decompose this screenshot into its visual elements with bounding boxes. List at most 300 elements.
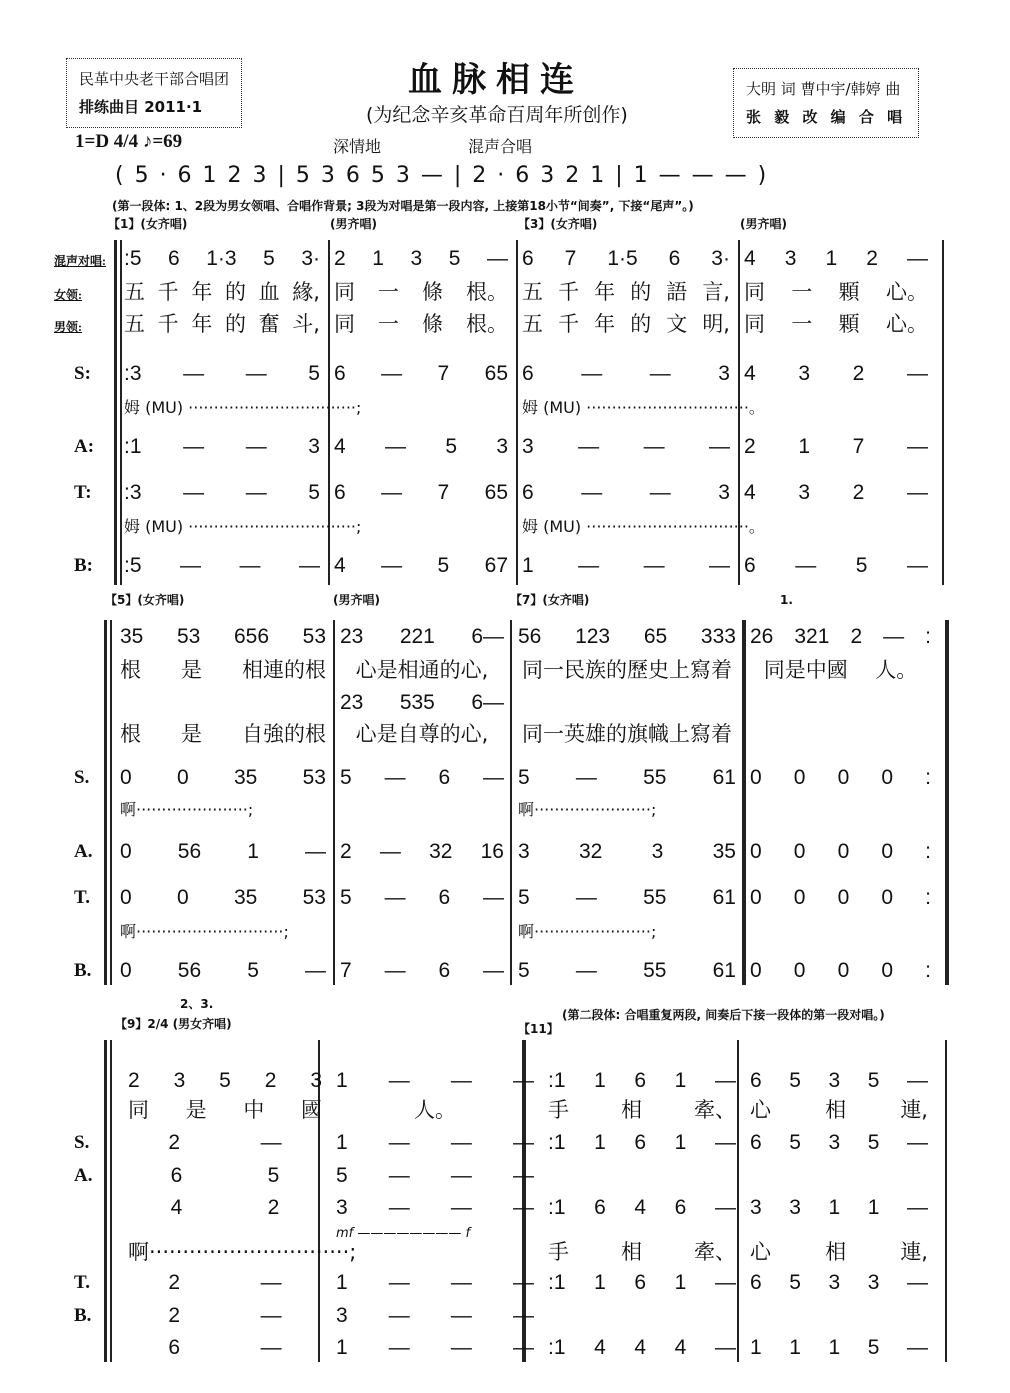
composer-credit: 大明 词 曹中宇/韩婷 曲 — [746, 80, 901, 98]
note: — — [714, 1131, 736, 1154]
credits-box — [733, 68, 919, 138]
lyric-word: 心 — [750, 1098, 771, 1122]
song-subtitle: (为纪念辛亥革命百周年所创作) — [366, 104, 628, 126]
note: — — [906, 554, 928, 577]
note: 53 — [302, 886, 326, 909]
system-bracket — [104, 620, 107, 985]
note: — — [906, 481, 928, 504]
lyric-word: 相連的根 — [242, 658, 326, 682]
note: — — [384, 766, 406, 789]
note-measure — [334, 246, 508, 271]
note: — — [512, 1131, 534, 1154]
note: — — [450, 1069, 472, 1092]
part-label: T. — [74, 887, 91, 908]
note: 53 — [302, 766, 326, 789]
note: 6 — [334, 481, 346, 504]
lyric-measure — [522, 280, 730, 305]
part-label: S. — [74, 767, 90, 788]
note: 1 — [789, 1336, 801, 1359]
note: 3· — [711, 247, 730, 270]
note: 2 — [128, 1069, 140, 1092]
lyric-word: 緣, — [292, 280, 320, 304]
lyric-word: 同一英雄的旗幟上寫着 — [522, 722, 732, 746]
part-label: S. — [74, 1132, 90, 1153]
rehearsal-date: 排练曲目 2011·1 — [79, 98, 203, 116]
key-tempo: 1=D 4/4 ♪=69 — [75, 131, 183, 152]
note: 5 — [518, 886, 530, 909]
note: — — [907, 247, 928, 270]
dotted-syllable: 姆 (MU) ································。 — [522, 398, 765, 417]
note: — — [381, 362, 403, 385]
lyric-measure — [124, 280, 320, 305]
note: 5 — [437, 554, 450, 577]
lyric-word: 相 — [621, 1098, 642, 1122]
note: 0 — [750, 766, 762, 789]
dotted-syllable: 姆 (MU) ·································; — [124, 517, 362, 536]
note: 1 — [594, 1131, 606, 1154]
part-label: B. — [74, 960, 92, 981]
lyric-measure — [336, 1098, 534, 1123]
note: — — [183, 435, 205, 458]
part-label: A. — [74, 1165, 93, 1186]
note: — — [388, 1069, 410, 1092]
lyric-word: 條 — [422, 280, 443, 304]
note: — — [388, 1336, 410, 1359]
lyric-word: 根。 — [466, 312, 508, 336]
note: 2 — [850, 625, 863, 648]
note-measure — [548, 1195, 736, 1220]
note: 1 — [867, 1196, 880, 1219]
note-measure — [336, 1130, 534, 1155]
note: 3 — [784, 247, 797, 270]
lyric-word: 同 — [744, 280, 765, 304]
barline — [945, 620, 949, 985]
lyric-word: 相 — [621, 1240, 642, 1264]
note: 61 — [712, 959, 736, 982]
note: 5 — [308, 481, 320, 504]
note: 4 — [594, 1336, 606, 1359]
note: — — [381, 481, 403, 504]
note-measure — [744, 480, 928, 505]
note: 5 — [448, 247, 461, 270]
note: 32 — [429, 840, 453, 863]
note-measure — [340, 839, 504, 864]
note: 2 — [264, 1069, 277, 1092]
note-measure — [744, 361, 928, 386]
note: 4 — [744, 362, 756, 385]
section-mark: 1. — [780, 593, 793, 607]
note-measure — [128, 1195, 322, 1220]
note: 1 — [828, 1196, 841, 1219]
note-measure — [336, 1195, 534, 1220]
lyric-word: 千 — [157, 280, 179, 304]
note: — — [578, 554, 600, 577]
note: 3 — [651, 840, 664, 863]
choir-info-box — [66, 58, 242, 128]
barline — [110, 620, 112, 985]
note: 3 — [522, 435, 534, 458]
mixed-chorus-label: 混声合唱 — [468, 137, 533, 156]
note-measure — [124, 480, 320, 505]
note: — — [907, 1131, 928, 1154]
note: :3 — [124, 362, 142, 385]
lyric-measure — [522, 312, 730, 337]
note: 5 — [518, 959, 530, 982]
note: 6 — [750, 1271, 762, 1294]
lyric-word: 是 — [181, 722, 202, 746]
note: 6 — [522, 481, 534, 504]
note-measure — [128, 1130, 322, 1155]
part-label: B: — [74, 555, 93, 576]
note-measure — [522, 246, 730, 271]
note: 7 — [564, 247, 577, 270]
note: 0 — [793, 840, 806, 863]
lyric-measure — [340, 658, 504, 683]
note: — — [245, 435, 267, 458]
note: 0 — [120, 766, 132, 789]
note: 2 — [340, 840, 352, 863]
note: 67 — [484, 554, 508, 577]
lyric-word: 言, — [702, 280, 730, 304]
note-measure — [750, 624, 931, 649]
barline — [120, 240, 122, 585]
note: — — [450, 1271, 472, 1294]
note: 5 — [867, 1131, 880, 1154]
lyric-word: 心是相通的心, — [355, 658, 489, 682]
lyric-word: 牽、 — [694, 1240, 736, 1264]
note: — — [260, 1131, 282, 1154]
song-title: 血脉相连 — [408, 60, 584, 100]
lyric-word: 年 — [191, 280, 213, 304]
note: 0 — [881, 766, 894, 789]
note: 1 — [798, 435, 811, 458]
note: 0 — [176, 766, 189, 789]
dotted-syllable: 啊·····························; — [120, 922, 289, 941]
part-label: 女领: — [54, 288, 82, 302]
note: — — [180, 554, 201, 577]
dotted-syllable: 啊·······················; — [518, 922, 657, 941]
note: :5 — [124, 554, 142, 577]
intro-notes: ( 5 · 6 1 2 3 | 5 3 6 5 3 — | 2 · 6 3 2 1 | 1 — — — ) — [115, 163, 767, 188]
note-measure — [336, 1163, 534, 1188]
system-bracket — [104, 1040, 107, 1362]
note: — — [575, 886, 597, 909]
part-label: A. — [74, 841, 93, 862]
note: : — [925, 840, 931, 863]
note: — — [575, 766, 597, 789]
note: — — [388, 1304, 410, 1327]
note: — — [388, 1131, 410, 1154]
lyric-measure — [518, 722, 736, 747]
note: — — [649, 481, 671, 504]
note: 65 — [484, 481, 508, 504]
note: 5 — [263, 247, 275, 270]
note: 1 — [247, 840, 259, 863]
dotted-syllable: 姆 (MU) ································。 — [522, 517, 765, 536]
note: 0 — [881, 840, 894, 863]
lyric-word: 相 — [825, 1240, 847, 1264]
note-measure — [750, 1068, 928, 1093]
note-measure — [750, 1195, 928, 1220]
note-measure — [120, 839, 326, 864]
note: 3 — [718, 481, 730, 504]
note: 1 — [750, 1336, 762, 1359]
note: — — [487, 247, 508, 270]
note: — — [379, 840, 401, 863]
note-measure — [548, 1335, 736, 1360]
note: 56 — [518, 625, 542, 648]
lyric-word: 心。 — [885, 280, 928, 304]
lyric-word: 同 — [744, 312, 765, 336]
note: 6 — [634, 1069, 647, 1092]
note: — — [907, 1196, 928, 1219]
lyric-measure — [120, 722, 326, 747]
barline — [945, 1040, 947, 1362]
dotted-syllable: mf ———————— f — [336, 1226, 471, 1241]
note: 6— — [471, 691, 504, 714]
note: 6 — [522, 362, 534, 385]
note-measure — [128, 1270, 322, 1295]
note-measure — [120, 765, 326, 790]
lyric-word: 千 — [558, 280, 580, 304]
lyric-word: 年 — [594, 312, 616, 336]
note: 32 — [578, 840, 603, 863]
note: — — [578, 435, 600, 458]
system-bracket — [114, 240, 117, 585]
note: — — [512, 1336, 534, 1359]
dotted-syllable: 啊·······················; — [518, 800, 657, 819]
lyric-word: 顆 — [838, 312, 860, 336]
lyric-word: 年 — [594, 280, 616, 304]
note-measure — [340, 958, 504, 983]
lyric-word: 連, — [900, 1098, 928, 1122]
note: :1 — [548, 1131, 566, 1154]
lyric-measure — [120, 658, 326, 683]
note-measure — [340, 885, 504, 910]
note: 2 — [852, 362, 865, 385]
dotted-syllable: 姆 (MU) ·································; — [124, 398, 362, 417]
lyric-word: 同一民族的歷史上寫着 — [522, 658, 732, 682]
note-measure — [750, 1130, 928, 1155]
lyric-word: 人。 — [875, 658, 918, 682]
note: — — [714, 1069, 736, 1092]
lyric-word: 牽、 — [694, 1098, 736, 1122]
note: — — [450, 1304, 472, 1327]
note: — — [907, 1336, 928, 1359]
note: 1·3 — [206, 247, 237, 270]
note: — — [906, 435, 928, 458]
note: 0 — [793, 886, 806, 909]
note: 1 — [594, 1069, 606, 1092]
note: 3 — [798, 362, 811, 385]
barline — [737, 1040, 739, 1362]
note: 35 — [712, 840, 736, 863]
note: — — [483, 959, 504, 982]
lyric-measure — [750, 1240, 928, 1265]
note: — — [260, 1304, 282, 1327]
note: 6 — [750, 1131, 762, 1154]
lyric-word: 手 — [548, 1240, 569, 1264]
section-mark: (男齐唱) — [330, 217, 377, 231]
note: 0 — [176, 886, 189, 909]
note: 53 — [176, 625, 201, 648]
note: : — [925, 959, 931, 982]
note: — — [304, 959, 326, 982]
part-label: A: — [74, 436, 95, 457]
note: 1 — [336, 1069, 348, 1092]
lyric-word: 同 — [334, 312, 355, 336]
note: — — [512, 1069, 534, 1092]
note-measure — [124, 246, 320, 271]
note-measure — [750, 839, 931, 864]
note: 3 — [308, 435, 320, 458]
note: 123 — [575, 625, 611, 648]
note: 1 — [674, 1069, 687, 1092]
note: — — [239, 554, 261, 577]
lyric-word: 心 — [750, 1240, 771, 1264]
note: 1·5 — [607, 247, 638, 270]
part-label: 男领: — [54, 320, 82, 334]
note: 6 — [668, 247, 681, 270]
lyric-word: 奮 — [258, 312, 280, 336]
note: 0 — [120, 840, 132, 863]
note: : — [925, 886, 931, 909]
note: 3 — [828, 1069, 841, 1092]
note: 6 — [438, 886, 451, 909]
note: — — [649, 362, 671, 385]
note: — — [512, 1304, 534, 1327]
section-mark: 【1】(女齐唱) — [108, 217, 188, 231]
section-note: (第一段体: 1、2段为男女领唱、合唱作背景; 3段为对唱是第一段内容, 上接第18小节“间奏”, 下接“尾声”。) — [112, 199, 694, 213]
section-mark: (第二段体: 合唱重复两段, 间奏后下接一段体的第一段对唱。) — [562, 1008, 885, 1022]
note: 3 — [750, 1196, 762, 1219]
note: 3 — [310, 1069, 322, 1092]
note: — — [575, 959, 597, 982]
note: :1 — [548, 1336, 566, 1359]
lyric-measure — [128, 1240, 357, 1265]
note-measure — [334, 434, 508, 459]
note-measure — [548, 1130, 736, 1155]
barline — [110, 1040, 112, 1362]
note: — — [384, 886, 406, 909]
note-measure — [548, 1270, 736, 1295]
lyric-word: 啊······························; — [128, 1240, 357, 1264]
note: — — [512, 1164, 534, 1187]
lyric-word: 根。 — [466, 280, 508, 304]
lyric-word: 中 — [243, 1098, 265, 1122]
note: 6— — [471, 625, 504, 648]
note: 3· — [301, 247, 320, 270]
note: 3 — [336, 1304, 348, 1327]
note: 5 — [789, 1069, 801, 1092]
note: :1 — [548, 1271, 566, 1294]
note: 333 — [700, 625, 736, 648]
note-measure — [128, 1068, 322, 1093]
note-measure — [336, 1303, 534, 1328]
note: 7 — [340, 959, 352, 982]
lyric-word: 人。 — [414, 1098, 456, 1122]
lyric-word: 是 — [181, 658, 202, 682]
part-label: T. — [74, 1272, 91, 1293]
note: 23 — [340, 691, 364, 714]
section-mark: (男齐唱) — [333, 593, 380, 607]
note: 3 — [789, 1196, 801, 1219]
note: 53 — [302, 625, 326, 648]
note: 6 — [168, 1336, 181, 1359]
note: — — [381, 554, 403, 577]
note: :3 — [124, 481, 142, 504]
note-measure — [750, 1270, 928, 1295]
note: 1 — [336, 1131, 348, 1154]
lyric-measure — [744, 280, 928, 305]
note: — — [483, 886, 504, 909]
lyric-word: 五 — [522, 280, 543, 304]
note: — — [709, 554, 730, 577]
lyric-measure — [334, 312, 508, 337]
note-measure — [548, 1068, 736, 1093]
note: — — [906, 362, 928, 385]
note: — — [388, 1271, 410, 1294]
note-measure — [334, 553, 508, 578]
note: 5 — [340, 886, 352, 909]
lyric-word: 年 — [191, 312, 213, 336]
note: 0 — [837, 886, 850, 909]
note-measure — [334, 480, 508, 505]
note: 5 — [855, 554, 868, 577]
note: — — [512, 1196, 534, 1219]
note: 0 — [750, 886, 762, 909]
lyric-word: 心是自尊的心, — [355, 722, 489, 746]
note: 2 — [852, 481, 865, 504]
note: 5 — [445, 435, 457, 458]
note: 5 — [267, 1164, 280, 1187]
note: — — [714, 1196, 736, 1219]
note: 0 — [793, 959, 806, 982]
note: 0 — [750, 840, 762, 863]
lyric-measure — [340, 722, 504, 747]
lyric-word: 明, — [702, 312, 730, 336]
note: 61 — [712, 886, 736, 909]
section-mark: 【11】 — [518, 1022, 559, 1036]
dotted-syllable: 啊······················; — [120, 800, 254, 819]
note-measure — [744, 246, 928, 271]
note: — — [260, 1271, 282, 1294]
note: — — [384, 959, 406, 982]
note-measure — [522, 361, 730, 386]
note-measure — [336, 1335, 534, 1360]
note: 4 — [170, 1196, 183, 1219]
note: 65 — [484, 362, 508, 385]
note-measure — [124, 553, 320, 578]
note: 5 — [867, 1336, 880, 1359]
note: : — [925, 625, 931, 648]
note: 2 — [334, 247, 346, 270]
note-measure — [334, 361, 508, 386]
note: 0 — [750, 959, 762, 982]
lyric-word: 文 — [666, 312, 688, 336]
note-measure — [128, 1163, 322, 1188]
lyric-word: 的 — [224, 312, 246, 336]
note: 56 — [177, 959, 202, 982]
lyric-word: 的 — [630, 280, 652, 304]
barline — [516, 240, 518, 585]
barline — [510, 620, 512, 985]
note: 35 — [233, 766, 258, 789]
note: 4 — [334, 554, 346, 577]
note-measure — [750, 885, 931, 910]
note: 55 — [643, 959, 667, 982]
note: 35 — [120, 625, 144, 648]
